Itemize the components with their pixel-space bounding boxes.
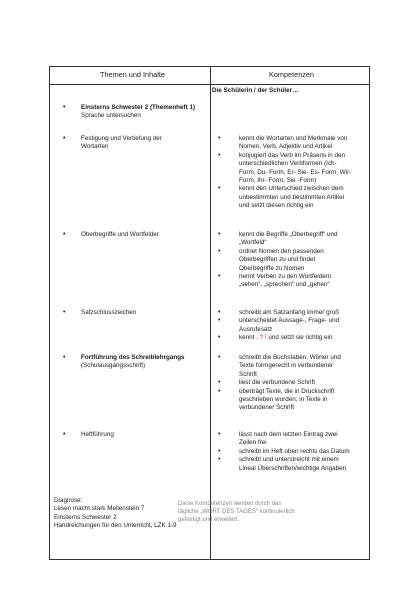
- competency-line: unterscheidet Aussage-, Frage- und: [239, 317, 340, 325]
- topic-title: Einsterns Schwester 2 (Themenheft 1): [81, 104, 196, 111]
- competencies-subheader: Die Schülerin / der Schüler…: [212, 87, 299, 94]
- diagnose-line: Handreichungen für den Unterricht, LZK 1-9: [54, 521, 177, 529]
- competency-bullet: •: [218, 387, 221, 395]
- column-divider: [210, 67, 211, 559]
- competency-line: Form, Ihr- Form, Sie -Form): [239, 177, 317, 185]
- competency-line: nennt Verben zu den Wortfeldern: [239, 273, 332, 280]
- competency-bullet: •: [218, 135, 221, 142]
- bullet: •: [63, 104, 66, 111]
- competency-bullet: •: [218, 247, 221, 255]
- competency-line: kennt den Unterschied zwischen dem: [239, 185, 344, 193]
- competency-line: schreibt im Heft oben rechts das Datum: [239, 447, 350, 455]
- competency-text: und setzt sie richtig ein: [266, 334, 333, 342]
- competency-item: [239, 317, 339, 334]
- competency-item: [239, 431, 338, 448]
- competency-line: Texte formgerecht in verbundener: [239, 362, 334, 370]
- bullet: •: [63, 231, 66, 238]
- competency-line: unbestimmten und bestimmten Artikel: [239, 193, 344, 201]
- competency-bullet: •: [218, 317, 221, 325]
- bullet: •: [63, 135, 66, 142]
- competency-line: konjugiert das Verb im Präsens in den: [239, 151, 346, 159]
- competency-item: [239, 152, 351, 186]
- competency-bullet: •: [218, 456, 221, 464]
- competency-line: ordnet Nomen den passenden: [239, 247, 324, 255]
- competency-item: [239, 273, 331, 290]
- competency-bullet: •: [218, 431, 221, 438]
- topic-subtitle: Sprache untersuchen: [81, 112, 141, 120]
- competency-bullet: •: [218, 334, 221, 342]
- topic-schreiblehrgang: [81, 354, 185, 371]
- competency-item: [239, 334, 332, 342]
- competency-line: Oberbegriffe zu Nomen: [239, 264, 305, 272]
- competency-item: [239, 231, 337, 248]
- note-line: gefestigt und erweitert.: [178, 517, 239, 524]
- competency-line: kennt die Begriffe „Oberbegriff“ und: [239, 231, 338, 238]
- competency-bullet: •: [218, 151, 221, 159]
- competency-line: Zeilen frei: [239, 439, 267, 447]
- diagnose-line: Einsterns Schwester 2: [54, 513, 117, 521]
- competency-line: unterschiedlichen Verbformen (Ich-: [239, 160, 337, 168]
- topic-subtitle: (Schulausgangsschrift): [81, 362, 146, 370]
- competency-line: lässt nach dem letzten Eintrag zwei: [239, 431, 338, 438]
- competency-item: [239, 135, 347, 152]
- competency-item: [239, 379, 315, 387]
- competency-line: Lineal Überschriften/wichtige Angaben: [239, 464, 347, 472]
- header-divider: [50, 84, 369, 85]
- header-kompetenzen: Kompetenzen: [269, 70, 315, 79]
- competency-line: schreibt am Satzanfang immer groß: [239, 309, 340, 316]
- bullet: •: [63, 309, 66, 316]
- topic-title: Fortführung des Schreiblehrgangs: [81, 354, 185, 361]
- competency-line: und setzt diesen richtig ein: [239, 202, 314, 210]
- competency-line: schreibt und unterstreicht mit einem: [239, 456, 339, 464]
- competency-item: [239, 185, 344, 210]
- competency-line: liest die verbundene Schrift: [239, 379, 315, 387]
- competency-line: Ausrufesatz: [239, 325, 273, 333]
- topic-oberbegriffe: Oberbegriffe und Wortfelder: [81, 231, 159, 238]
- competency-text: kennt: [239, 334, 255, 342]
- wort-des-tages-note: [178, 500, 353, 525]
- competency-line: geschrieben worden, in Texte in: [239, 396, 328, 403]
- bullet: •: [63, 431, 66, 438]
- competency-line: Schrift: [239, 370, 257, 378]
- competency-bullet: •: [218, 231, 221, 238]
- competency-line: Oberbegriffen zu und findet: [239, 256, 316, 264]
- diagnose-block: [54, 497, 177, 530]
- bullet: •: [63, 354, 66, 361]
- competency-bullet: •: [218, 447, 221, 455]
- topic-heftfuehrung: Heftführung: [81, 431, 114, 438]
- competency-bullet: •: [218, 309, 221, 316]
- competency-bullet: •: [218, 273, 221, 280]
- note-line: Diese Kompetenzen werden durch das: [178, 501, 282, 507]
- competency-bullet: •: [218, 185, 221, 193]
- competency-line: Nomen, Verb, Adjektiv und Artikel: [239, 143, 333, 151]
- competency-item: [239, 354, 341, 379]
- header-themen: Themen und Inhalte: [100, 70, 165, 79]
- competency-line: Form, Du- Form, Er- Sie- Es- Form, Wir-: [239, 168, 352, 176]
- topic-wortarten: [81, 135, 162, 152]
- topic-einsterns: [81, 104, 195, 121]
- competency-item: [239, 448, 350, 456]
- punctuation-marks: . ? !: [254, 334, 267, 342]
- competency-item: [239, 388, 334, 413]
- topic-line: Festigung und Vertiefung der: [81, 135, 162, 142]
- topic-line: Wortarten: [81, 143, 109, 151]
- competency-item: [239, 248, 324, 273]
- diagnose-line: Diagnose:: [54, 497, 83, 504]
- diagnose-line: Lesen macht stark Meilenstein 7: [54, 505, 145, 513]
- competency-line: kennt die Wortarten und Merkmale von: [239, 135, 348, 142]
- competency-bullet: •: [218, 354, 221, 361]
- competency-line: überträgt Texte, die in Druckschrift: [239, 387, 335, 395]
- competency-line: schreibt die Buchstaben, Wörter und: [239, 354, 341, 361]
- competency-line: „Wortfeld“: [239, 239, 267, 247]
- competency-item: [239, 456, 346, 473]
- competency-bullet: •: [218, 379, 221, 387]
- note-line: tägliche „WORT DES TAGES“ kontinuierlich: [178, 509, 295, 516]
- competency-line: „sehen“, „sprechen“ und „gehen“: [239, 281, 330, 289]
- competency-line: verbundener Schrift: [239, 404, 294, 412]
- topic-satzschluss: Satzschlusszeichen: [81, 309, 137, 316]
- competency-item: [239, 309, 339, 317]
